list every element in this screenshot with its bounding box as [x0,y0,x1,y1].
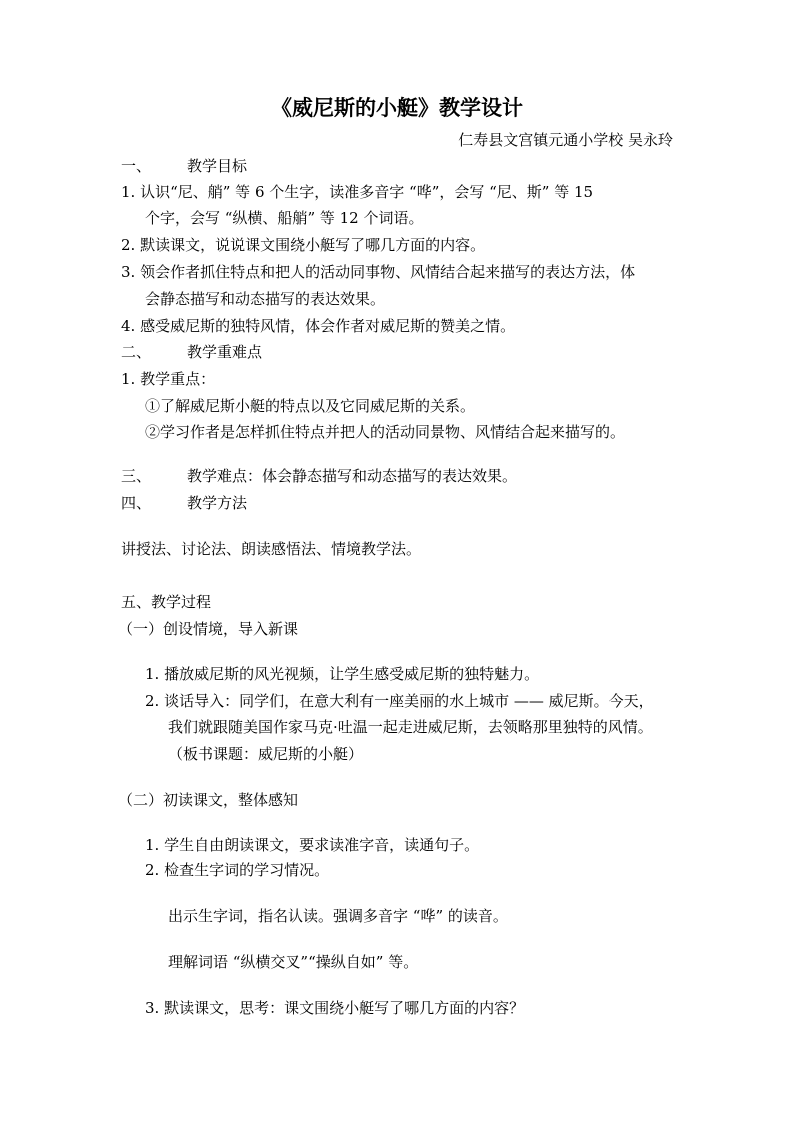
process-2-step-2-detail-1: 出示生字词，指名认读。强调多音字 “哗” 的读音。 [168,907,508,925]
process-part-1-heading: （一）创设情境，导入新课 [118,620,299,638]
section-heading-difficulty [121,466,517,486]
section-title: 教学目标 [187,157,248,175]
process-part-2-heading: （二）初读课文，整体感知 [118,791,299,809]
section-number: 四、 [121,494,152,512]
section-heading-process: 五、教学过程 [121,593,212,611]
section-number: 三、 [121,467,152,485]
objective-4: 4. 感受威尼斯的独特风情，体会作者对威尼斯的赞美之情。 [121,317,516,335]
process-1-step-2-note: （板书课题：威尼斯的小艇） [168,745,364,763]
section-title: 教学重难点 [187,343,263,361]
process-1-step-2-cont: 我们就跟随美国作家马克·吐温一起走进威尼斯，去领略那里独特的风情。 [168,718,653,736]
objective-3: 3. 领会作者抓住特点和把人的活动同事物、风情结合起来描写的表达方法，体 [121,263,636,281]
objective-1: 1. 认识“尼、艄” 等 6 个生字，读准多音字 “哗”，会写 “尼、斯” 等 15 [121,183,594,201]
section-title: 教学方法 [187,494,248,512]
key-point-label: 1. 教学重点： [121,370,216,388]
section-heading-methods [121,493,247,513]
process-1-step-1: 1. 播放威尼斯的风光视频，让学生感受威尼斯的独特魅力。 [145,665,540,683]
section-heading-objectives [121,156,247,176]
process-2-step-1: 1. 学生自由朗读课文，要求读准字音，读通句子。 [145,836,480,854]
key-point-1: ①了解威尼斯小艇的特点以及它同威尼斯的关系。 [145,397,476,415]
section-heading-key-points [121,342,262,362]
objective-3-cont: 会静态描写和动态描写的表达效果。 [145,290,386,308]
section-number: 二、 [121,343,152,361]
section-title: 教学难点：体会静态描写和动态描写的表达效果。 [187,467,518,485]
objective-1-cont: 个字，会写 “纵横、船艄” 等 12 个词语。 [145,209,424,227]
key-point-2: ②学习作者是怎样抓住特点并把人的活动同景物、风情结合起来描写的。 [145,423,626,441]
process-2-step-2-detail-2: 理解词语 “纵横交叉”“操纵自如” 等。 [168,953,419,971]
process-2-step-3: 3. 默读课文，思考：课文围绕小艇写了哪几方面的内容？ [145,999,525,1017]
author-line: 仁寿县文宫镇元通小学校 吴永玲 [458,131,673,149]
page-title: 《威尼斯的小艇》教学设计 [271,95,523,120]
process-1-step-2: 2. 谈话导入：同学们，在意大利有一座美丽的水上城市 —— 威尼斯。今天， [145,692,654,710]
objective-2: 2. 默读课文，说说课文围绕小艇写了哪几方面的内容。 [121,236,486,254]
methods-text: 讲授法、讨论法、朗读感悟法、情境教学法。 [121,540,422,558]
process-2-step-2: 2. 检查生字词的学习情况。 [145,861,330,879]
section-number: 一、 [121,157,152,175]
